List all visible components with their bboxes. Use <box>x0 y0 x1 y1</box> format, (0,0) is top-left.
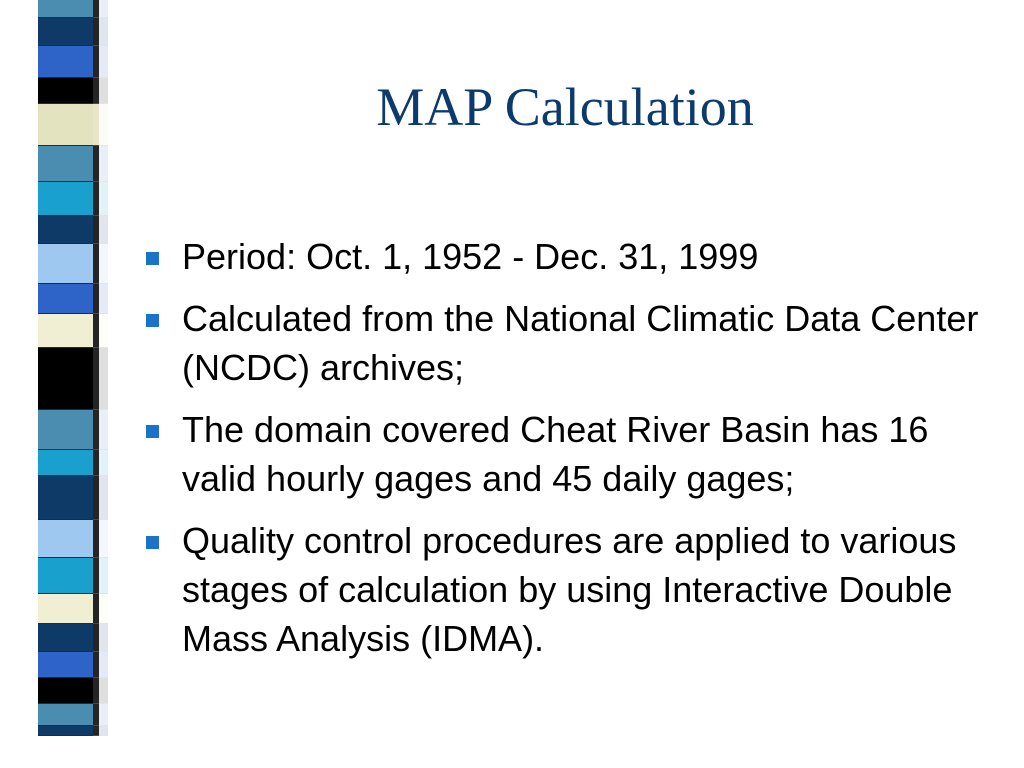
stripe-segment <box>99 244 108 284</box>
square-bullet-icon <box>146 425 159 438</box>
stripe-segment <box>99 104 108 146</box>
stripe-segment <box>38 314 93 348</box>
stripe-segment <box>99 450 108 476</box>
bullet-item-domain <box>140 405 1000 503</box>
stripe-segment <box>38 46 93 78</box>
stripe-segment <box>38 78 93 104</box>
stripe-segment <box>38 520 93 558</box>
square-bullet-icon <box>146 252 159 265</box>
stripe-segment <box>99 652 108 678</box>
stripe-segment <box>38 104 93 146</box>
bullet-item-source <box>140 294 1000 392</box>
stripe-segment <box>99 284 108 314</box>
stripe-segment <box>99 594 108 624</box>
stripe-segment <box>99 476 108 520</box>
bullet-list <box>140 232 1000 676</box>
bullet-text: Calculated from the National Climatic Data Center (NCDC) archives; <box>182 298 979 388</box>
stripe-segment <box>38 18 93 46</box>
stripe-segment <box>38 704 93 726</box>
stripe-segment <box>38 216 93 244</box>
stripe-segment <box>99 726 108 736</box>
stripe-segment <box>38 558 93 594</box>
bullet-text: Quality control procedures are applied to various stages of calculation by using Interactive Double Mass Analysis (IDMA). <box>182 520 957 659</box>
stripe-segment <box>38 0 93 18</box>
bullet-item-period <box>140 232 1000 281</box>
stripe-segment <box>99 410 108 450</box>
bullet-text: Period: Oct. 1, 1952 - Dec. 31, 1999 <box>182 236 759 277</box>
slide-title: MAP Calculation <box>376 77 754 137</box>
stripe-segment <box>38 652 93 678</box>
stripe-segment <box>99 558 108 594</box>
bullet-item-quality-control <box>140 516 1000 663</box>
stripe-segment <box>38 244 93 284</box>
stripe-segment <box>99 624 108 652</box>
stripe-segment <box>99 18 108 46</box>
stripe-segment <box>38 348 93 410</box>
square-bullet-icon <box>146 536 159 549</box>
stripe-column-faint <box>99 0 108 768</box>
stripe-segment <box>38 410 93 450</box>
stripe-segment <box>38 146 93 182</box>
stripe-segment <box>99 0 108 18</box>
stripe-column-main <box>38 0 93 768</box>
stripe-segment <box>38 678 93 704</box>
stripe-segment <box>38 624 93 652</box>
stripe-segment <box>99 78 108 104</box>
stripe-segment <box>38 450 93 476</box>
stripe-segment <box>99 520 108 558</box>
stripe-segment <box>38 182 93 216</box>
square-bullet-icon <box>146 314 159 327</box>
stripe-segment <box>38 726 93 736</box>
stripe-segment <box>38 594 93 624</box>
stripe-segment <box>99 704 108 726</box>
stripe-segment <box>38 284 93 314</box>
decorative-stripe-bar <box>0 0 108 768</box>
stripe-segment <box>99 678 108 704</box>
stripe-segment <box>99 46 108 78</box>
bullet-text: The domain covered Cheat River Basin has 16 valid hourly gages and 45 daily gages; <box>182 409 929 499</box>
stripe-segment <box>99 182 108 216</box>
stripe-segment <box>99 348 108 410</box>
stripe-segment <box>99 146 108 182</box>
stripe-segment <box>38 476 93 520</box>
stripe-segment <box>99 314 108 348</box>
stripe-segment <box>99 216 108 244</box>
